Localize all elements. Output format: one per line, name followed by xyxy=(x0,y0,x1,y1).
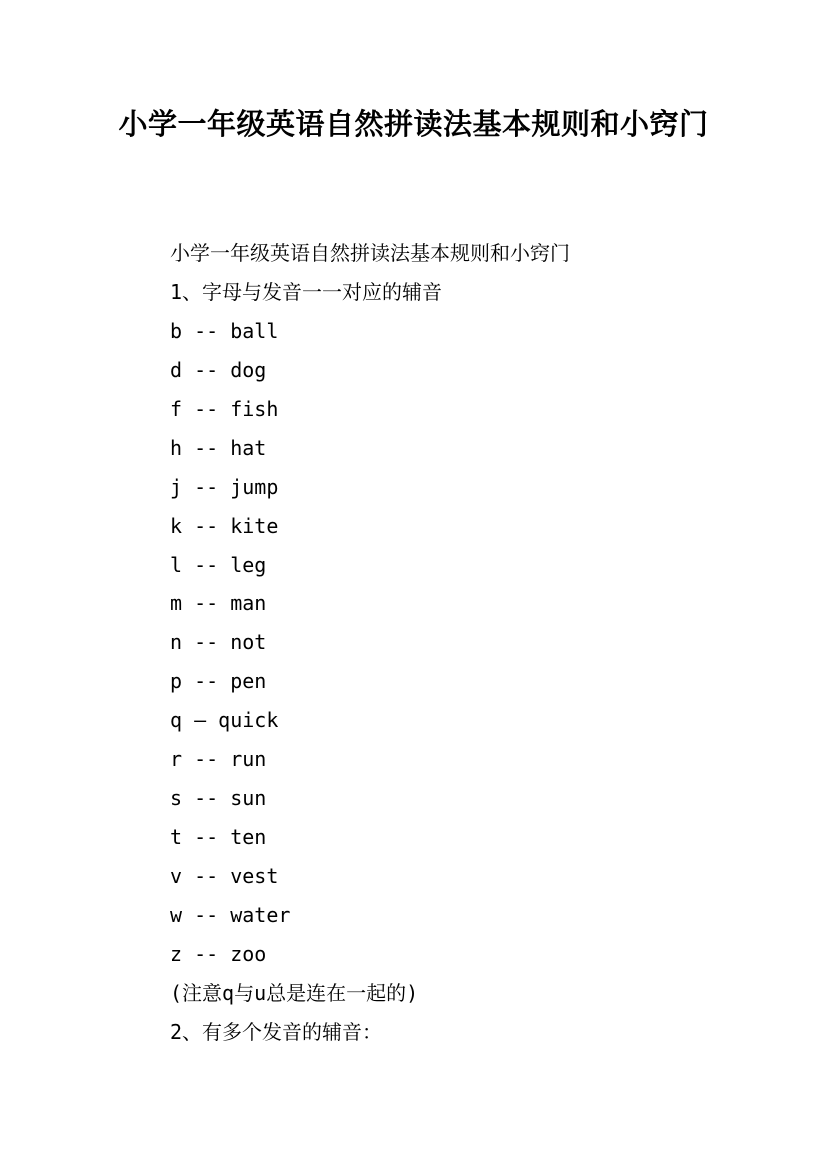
consonant-example-h: h -- hat xyxy=(170,435,267,460)
consonant-example-k: k -- kite xyxy=(170,513,279,538)
section-heading-1: 1、字母与发音一一对应的辅音 xyxy=(170,279,443,304)
consonant-example-p: p -- pen xyxy=(170,669,267,694)
consonant-example-r: r -- run xyxy=(170,747,267,772)
consonant-example-w: w -- water xyxy=(170,902,291,927)
consonant-example-t: t -- ten xyxy=(170,825,267,850)
consonant-example-f: f -- fish xyxy=(170,396,279,421)
consonant-example-q: q – quick xyxy=(170,708,279,733)
consonant-example-l: l -- leg xyxy=(170,552,267,577)
document-title: 小学一年级英语自然拼读法基本规则和小窍门 xyxy=(118,107,709,141)
document-body xyxy=(170,234,730,1052)
body-heading: 小学一年级英语自然拼读法基本规则和小窍门 xyxy=(170,241,570,265)
consonant-example-n: n -- not xyxy=(170,630,267,655)
consonant-example-z: z -- zoo xyxy=(170,941,267,966)
consonant-example-j: j -- jump xyxy=(170,474,279,499)
consonant-example-v: v -- vest xyxy=(170,864,279,888)
consonant-example-d: d -- dog xyxy=(170,357,267,382)
consonant-example-s: s -- sun xyxy=(170,786,267,811)
note-line: (注意q与u总是连在一起的) xyxy=(170,980,419,1005)
consonant-example-b: b -- ball xyxy=(170,318,279,343)
consonant-example-m: m -- man xyxy=(170,591,267,616)
section-heading-2: 2、有多个发音的辅音： xyxy=(170,1019,383,1044)
